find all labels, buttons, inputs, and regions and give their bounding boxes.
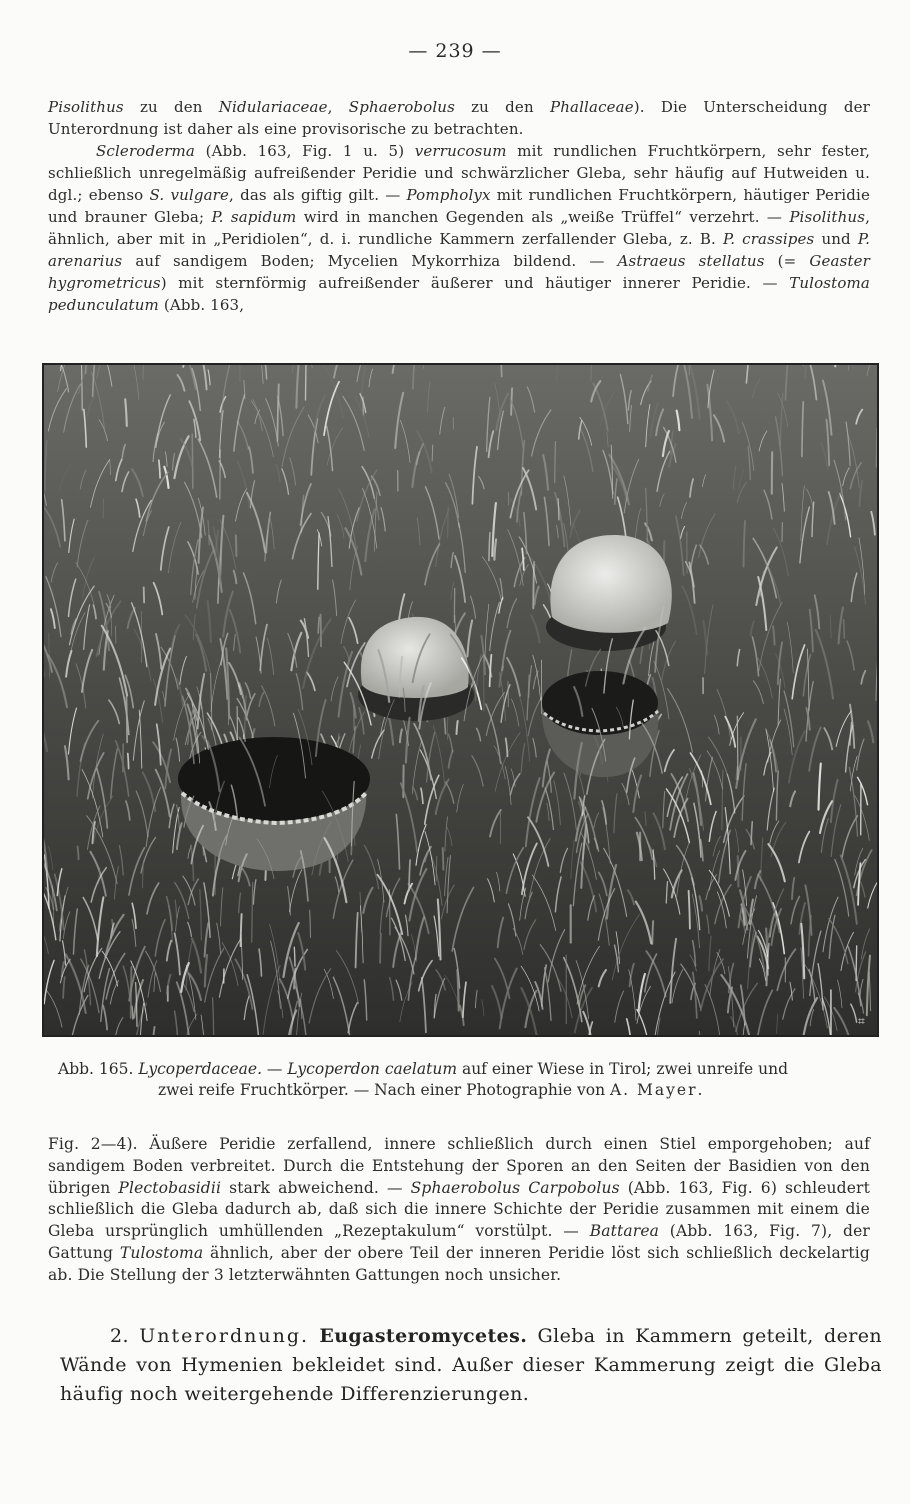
- taxon-nidulariaceae: Nidulariaceae: [218, 98, 328, 116]
- taxon-pisolithus: Pisolithus: [48, 98, 124, 116]
- grass-photo-illustration: [44, 365, 877, 1035]
- caption-line-2: zwei reife Fruchtkörper. — Nach einer Photographie von A. Mayer.: [158, 1081, 703, 1099]
- body-paragraph-1: Pisolithus zu den Nidulariaceae, Sphaerobolus zu den Phallaceae). Die Unterscheidung der Unterordnung ist daher als eine provisorische zu betrachten. Scleroderma (Abb. 163, Fig. 1 u. 5) verrucosum mit rundlichen Fruchtkörpern, sehr fester, schließlich unregelmäßig aufreißender Peridie und schwärzlicher Gleba, sehr häufig auf Hutweiden u. dgl.; ebenso S. vulgare, das als giftig gilt. — Pompholyx mit rundlichen Fruchtkörpern, häutiger Peridie und brauner Gleba; P. sapidum wird in manchen Gegenden als „weiße Trüffel“ verzehrt. — Pisolithus, ähnlich, aber mit in „Peridiolen“, d. i. rundliche Kammern zerfallender Gleba, z. B. P. crassipes und P. arenarius auf sandigem Boden; Mycelien Mykorrhiza bildend. — Astraeus stellatus (= Geaster hygrometricus) mit sternförmig aufreißender äußerer und häutiger innerer Peridie. — Tulostoma pedunculatum (Abb. 163,: [48, 98, 871, 314]
- figure-photograph: [42, 363, 879, 1037]
- page-number: — 239 —: [408, 40, 502, 62]
- body-paragraph-2: Fig. 2—4). Äußere Peridie zerfallend, innere schließlich durch einen Stiel emporgehoben; auf sandigem Boden verbreitet. Durch die Entstehung der Sporen an den Seiten der Basidien von den übrigen Plectobasidii stark abweichend. — Sphaerobolus Carpobolus (Abb. 163, Fig. 6) schleudert schließlich die Gleba dadurch ab, daß sich die innere Schichte der Peridie zusammen mit einem die Gleba ursprünglich umhüllenden „Rezeptakulum“ vorstülpt. — Battarea (Abb. 163, Fig. 7), der Gattung Tulostoma ähnlich, aber der obere Teil der inneren Peridie löst sich schließlich deckelartig ab. Die Stellung der 3 letzterwähnten Gattungen noch unsicher.: [48, 1135, 870, 1284]
- section-heading-unterordnung: Unterordnung.: [139, 1325, 310, 1347]
- caption-line-1: Abb. 165. Lycoperdaceae. — Lycoperdon caelatum auf einer Wiese in Tirol; zwei unreife und: [58, 1060, 789, 1078]
- taxon-pompholyx: Pompholyx: [406, 186, 491, 204]
- body-paragraph-3: 2. Unterordnung. Eugasteromycetes. Gleba in Kammern geteilt, deren Wände von Hymenien bekleidet sind. Außer dieser Kammerung zeigt die Gleba häufig noch weitergehende Differenzierungen.: [60, 1325, 882, 1405]
- taxon-phallaceae: Phallaceae: [549, 98, 634, 116]
- taxon-sphaerobolus: Sphaerobolus: [348, 98, 455, 116]
- figure-caption: [58, 1059, 880, 1101]
- photo-monogram: ⌗: [858, 1014, 865, 1028]
- taxon-scleroderma: Scleroderma: [96, 142, 196, 160]
- photographer-name: A. Mayer: [609, 1081, 698, 1099]
- taxon-eugasteromycetes: Eugasteromycetes.: [319, 1325, 528, 1347]
